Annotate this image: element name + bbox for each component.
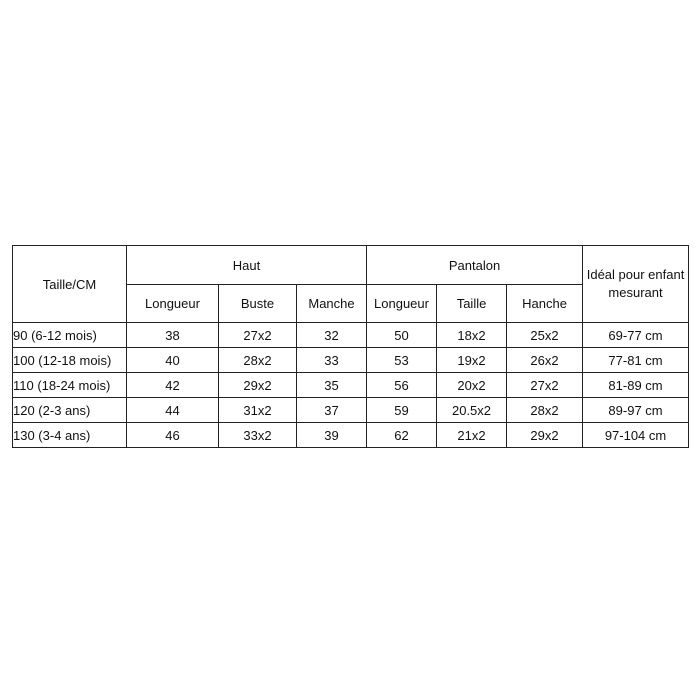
table-row — [13, 323, 689, 348]
table-cell: 29x2 — [219, 373, 297, 398]
table-row — [13, 348, 689, 373]
table-cell: 33x2 — [219, 423, 297, 448]
table-cell: 69-77 cm — [583, 323, 689, 348]
table-cell: 27x2 — [507, 373, 583, 398]
size-cell: 130 (3-4 ans) — [13, 423, 127, 448]
table-cell: 56 — [367, 373, 437, 398]
column-header: Buste — [219, 285, 297, 323]
table-row — [13, 373, 689, 398]
size-cell: 110 (18-24 mois) — [13, 373, 127, 398]
column-header: Hanche — [507, 285, 583, 323]
table-cell: 59 — [367, 398, 437, 423]
table-cell: 40 — [127, 348, 219, 373]
table-cell: 20.5x2 — [437, 398, 507, 423]
table-row — [13, 423, 689, 448]
size-header: Taille/CM — [13, 246, 127, 323]
table-cell: 37 — [297, 398, 367, 423]
top-group-header: Haut — [127, 246, 367, 285]
column-header: Taille — [437, 285, 507, 323]
size-chart-table — [12, 245, 689, 448]
ideal-height-header: Idéal pour enfant mesurant — [583, 246, 689, 323]
table-cell: 21x2 — [437, 423, 507, 448]
table-cell: 38 — [127, 323, 219, 348]
size-cell: 90 (6-12 mois) — [13, 323, 127, 348]
table-cell: 19x2 — [437, 348, 507, 373]
table-cell: 32 — [297, 323, 367, 348]
column-header: Manche — [297, 285, 367, 323]
table-cell: 31x2 — [219, 398, 297, 423]
table-cell: 39 — [297, 423, 367, 448]
table-row — [13, 398, 689, 423]
size-cell: 120 (2-3 ans) — [13, 398, 127, 423]
table-cell: 62 — [367, 423, 437, 448]
table-cell: 26x2 — [507, 348, 583, 373]
table-cell: 28x2 — [219, 348, 297, 373]
header-row-groups — [13, 246, 689, 285]
column-header: Longueur — [127, 285, 219, 323]
table-cell: 89-97 cm — [583, 398, 689, 423]
table-cell: 53 — [367, 348, 437, 373]
table-cell: 81-89 cm — [583, 373, 689, 398]
size-cell: 100 (12-18 mois) — [13, 348, 127, 373]
column-header: Longueur — [367, 285, 437, 323]
table-cell: 50 — [367, 323, 437, 348]
table-cell: 25x2 — [507, 323, 583, 348]
table-cell: 35 — [297, 373, 367, 398]
table-cell: 46 — [127, 423, 219, 448]
table-cell: 44 — [127, 398, 219, 423]
table-cell: 77-81 cm — [583, 348, 689, 373]
table-cell: 28x2 — [507, 398, 583, 423]
table-cell: 27x2 — [219, 323, 297, 348]
table-cell: 18x2 — [437, 323, 507, 348]
table-cell: 97-104 cm — [583, 423, 689, 448]
table-cell: 33 — [297, 348, 367, 373]
table-cell: 20x2 — [437, 373, 507, 398]
bottom-group-header: Pantalon — [367, 246, 583, 285]
table-cell: 42 — [127, 373, 219, 398]
table-cell: 29x2 — [507, 423, 583, 448]
